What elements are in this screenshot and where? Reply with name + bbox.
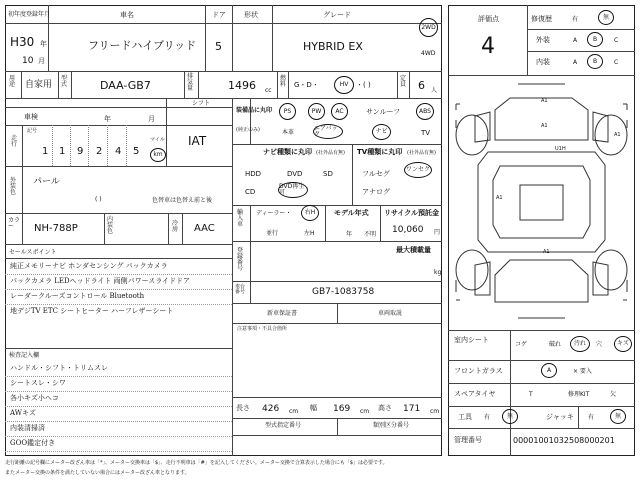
vehicle-manual: 車両取説 <box>378 310 403 317</box>
int-grade-c: C <box>614 59 619 66</box>
reg-num-label: 登録番号 <box>237 247 244 272</box>
model-year-unknown: 不明 <box>364 231 377 238</box>
repair-label: 修復歴 <box>531 15 552 23</box>
length-unit: cm <box>289 408 299 415</box>
interior-seat-label: 室内シート <box>454 336 489 344</box>
diag-h-roof: H <box>562 146 566 152</box>
spare-tire-label: スペアタイヤ <box>454 390 496 398</box>
diag-a1-front: A1 <box>541 98 548 104</box>
digits-label: 記号 <box>27 128 38 134</box>
inspector-label: 検査記入欄 <box>9 352 40 359</box>
inspector-line: GOO鑑定付き <box>10 439 56 447</box>
seat-yabure: 破れ <box>549 341 562 348</box>
length-value: 426 <box>262 404 280 414</box>
shape-label: 形状 <box>244 11 258 19</box>
mile-label: マイル <box>150 137 165 143</box>
person-unit: 人 <box>431 87 438 94</box>
navi-cd: CD <box>245 188 256 196</box>
odometer-digit: 5 <box>133 146 140 157</box>
color-code: NH-788P <box>34 223 78 234</box>
navi-dvd: DVD <box>287 170 303 178</box>
seat-yogore-circled: 汚れ <box>570 336 590 352</box>
int-color-label: 内装色 <box>107 216 114 235</box>
footer-note-1: 走行距離の記号欄にメーター改ざん車は「*」、メーター交換車は「$」、走行不明車は「#」を記入してください。メーター交換で合算表示した場合にも「$」は必要です。 <box>5 460 388 466</box>
fuel-options: G・D・ <box>294 81 319 89</box>
front-glass-label: フロントガラス <box>454 367 503 375</box>
chassis-label: 車台番号 <box>235 284 246 295</box>
equip-ac-circled: AC <box>331 103 348 120</box>
max-load-kg: kg <box>434 269 442 276</box>
inspection-label: 車検 <box>24 113 38 121</box>
grade: HYBRID EX <box>303 40 363 53</box>
drive-4wd: 4WD <box>421 50 436 57</box>
model-code: DAA-GB7 <box>100 79 151 92</box>
tv-oneseg-circled: ワンセグ <box>404 162 432 178</box>
tv-fullseg: フルセグ <box>362 170 390 178</box>
equipment-label: 装備品に丸印 <box>236 107 273 114</box>
import-dealer: ディーラー・ <box>256 210 292 217</box>
cool-label: 冷房 <box>172 220 179 233</box>
front-glass-x: × 要入 <box>573 368 592 375</box>
equip-leather: 本革 <box>282 129 295 136</box>
max-load-label: 最大積載量 <box>396 246 431 254</box>
tv-analog: アナログ <box>362 188 390 196</box>
score-value: 4 <box>481 34 495 59</box>
equip-ps-circled: PS <box>279 103 296 120</box>
color-code-label: カラー <box>8 217 21 230</box>
front-glass-a-circled: A <box>541 363 557 378</box>
recycle-amount: 10,060 <box>392 225 424 235</box>
width-unit: cm <box>360 408 370 415</box>
repair-no-circled: 無 <box>598 10 614 25</box>
height-label: 高さ <box>378 404 392 412</box>
reg-year-label: 初年度登録年月 <box>8 11 51 18</box>
height-unit: cm <box>430 408 440 415</box>
model-year-year: 年 <box>346 231 353 238</box>
tv-type-label: TV種類に丸印 <box>357 148 403 156</box>
odometer-digit: 9 <box>77 146 84 157</box>
doors-label: ドア <box>212 11 226 19</box>
displacement-label: 排気量 <box>187 73 194 92</box>
inspector-line: 各小キズ小ヘコ <box>10 394 59 402</box>
spare-ketsu: 欠 <box>610 391 617 398</box>
shift-value: IAT <box>188 134 207 148</box>
diag-a1-left: A1 <box>496 195 503 201</box>
ext-grade-c: C <box>614 37 619 44</box>
equip-tv: TV <box>421 129 431 137</box>
spare-t: T <box>529 391 533 398</box>
shift-label: シフト <box>192 100 211 107</box>
fuel-label: 燃料 <box>280 75 287 88</box>
equip-abs-circled: ABS <box>416 103 434 120</box>
chassis-number: GB7-1083758 <box>312 287 375 297</box>
new-car-warranty: 新車保証書 <box>267 310 298 317</box>
car-name: フリードハイブリッド <box>88 39 197 52</box>
navi-type-sub: (社外品有無) <box>316 150 345 156</box>
inspector-line: シートスレ・シワ <box>10 379 66 387</box>
type-cert-label: 型式指定番号 <box>265 422 302 429</box>
displacement: 1496 <box>228 79 256 92</box>
int-grade-b-circled: B <box>587 54 603 69</box>
reg-year: H30 <box>10 35 35 49</box>
equipment-sub: (純正のみ) <box>236 127 260 133</box>
jack-label: ジャッキ <box>546 413 574 421</box>
width-label: 幅 <box>310 404 317 412</box>
fuel-hv-circled: HV <box>334 76 354 94</box>
mgmt-number: 00001001032508000201 <box>513 436 615 445</box>
navi-type-label: ナビ種類に丸印 <box>263 148 312 156</box>
model-year-label: モデル年式 <box>334 209 369 217</box>
spare-repair-kit: 修理KIT <box>568 391 590 398</box>
equip-sunroof: サンルーフ <box>366 108 401 116</box>
grade-label: グレード <box>323 11 351 19</box>
jack-no-circled: 無 <box>610 409 626 424</box>
equip-airbag-circled: エアバック <box>313 124 343 139</box>
seat-kizu-circled: キズ <box>614 336 632 352</box>
tools-no-circled: 無 <box>502 409 518 424</box>
selling-point-line: 地デジTV ETC シートヒーター ハーフレザーシート <box>10 307 174 315</box>
diag-a1-right: A1 <box>614 132 621 138</box>
year-suffix: 年 <box>40 40 47 48</box>
ext-grade-b-circled: B <box>587 32 603 47</box>
usage-label: 用途 <box>9 75 16 88</box>
tools-yes: 有 <box>484 414 491 421</box>
notes-label: 注意事項・不具合箇所 <box>237 326 288 332</box>
selling-point-line: パックカメラ LEDヘッドライト 両側パワースライドドア <box>10 277 190 285</box>
odometer-digit: 1 <box>59 146 66 157</box>
int-grade-a: A <box>573 59 578 66</box>
equip-navi-circled: ナビ <box>372 124 391 140</box>
odometer-digit: 2 <box>96 146 103 157</box>
inspector-line: 内装清掃済 <box>10 424 45 432</box>
km-circled: km <box>150 148 166 162</box>
seat-ana: 穴 <box>596 341 603 348</box>
equip-pw-circled: PW <box>308 103 325 120</box>
repair-yes: 有 <box>572 16 579 23</box>
height-value: 171 <box>403 404 421 414</box>
insp-month: 月 <box>148 115 155 123</box>
jack-yes: 有 <box>588 414 595 421</box>
car-name-label: 車名 <box>120 11 134 19</box>
navi-sd: SD <box>323 170 333 178</box>
diag-a1-hood: A1 <box>541 123 548 129</box>
tools-label: 工具 <box>458 413 472 421</box>
ext-grade-a: A <box>573 37 578 44</box>
reg-month: 10 <box>22 56 34 66</box>
mgmt-label: 管理番号 <box>454 436 482 444</box>
navi-dvd-play-circled: DVD再生可 <box>278 182 308 198</box>
cc-unit: cc <box>265 87 272 94</box>
import-rh-circled: 右H <box>301 205 319 221</box>
capacity-label: 定員 <box>400 75 407 88</box>
score-label: 評価点 <box>478 15 499 23</box>
recycle-yen: 円 <box>434 229 441 236</box>
car-damage-diagram <box>450 80 633 326</box>
width-value: 169 <box>333 404 351 414</box>
color-change-note: 色替車は色替え前と後 <box>152 197 213 204</box>
type-label: 型式 <box>61 75 68 88</box>
drive-2wd-circled: 2WD <box>419 18 438 37</box>
month-suffix: 月 <box>38 57 45 65</box>
tv-type-sub: (社外品有無) <box>407 150 436 156</box>
selling-point-line: レーダークルーズコントロール Bluetooth <box>10 292 145 300</box>
insp-year: 年 <box>104 115 111 123</box>
cool-value: AAC <box>194 223 215 234</box>
diag-a1-rear: A1 <box>543 249 550 255</box>
doors: 5 <box>215 40 222 53</box>
import-label: 輸入車 <box>237 209 244 228</box>
seat-koge: コゲ <box>515 341 528 348</box>
ext-color-paren: ( ) <box>95 196 102 203</box>
ext-grade-label: 外装 <box>536 36 550 44</box>
odometer-digit: 1 <box>42 146 49 157</box>
usage: 自家用 <box>25 80 53 90</box>
inspector-line: AWキズ <box>10 409 36 417</box>
fuel-paren: ・( ) <box>356 81 371 89</box>
inspector-line: ハンドル・シフト・トリムスレ <box>10 364 108 372</box>
diag-u1-roof: U1 <box>555 146 562 152</box>
length-label: 長さ <box>236 404 250 412</box>
capacity: 6 <box>418 79 425 92</box>
navi-hdd: HDD <box>245 170 262 178</box>
int-grade-label: 内装 <box>536 58 550 66</box>
footer-note-2: またメーター交換の条件を満たしていない場合にはメーター改ざん車となります。 <box>5 470 190 476</box>
travel-label: 走行 <box>11 135 18 148</box>
ext-color-label: 外装色 <box>10 177 17 196</box>
selling-points-label: セールスポイント <box>9 249 57 256</box>
import-lh: 左H <box>304 230 315 237</box>
import-parallel: 並行 <box>266 230 279 237</box>
selling-point-line: 純正メモリーナビ ホンダセンシング パックカメラ <box>10 262 168 270</box>
recycle-label: リサイクル預託金 <box>384 209 440 217</box>
odometer-digit: 4 <box>115 146 122 157</box>
ext-color: パール <box>33 177 60 187</box>
class-num-label: 類別区分番号 <box>373 422 410 429</box>
